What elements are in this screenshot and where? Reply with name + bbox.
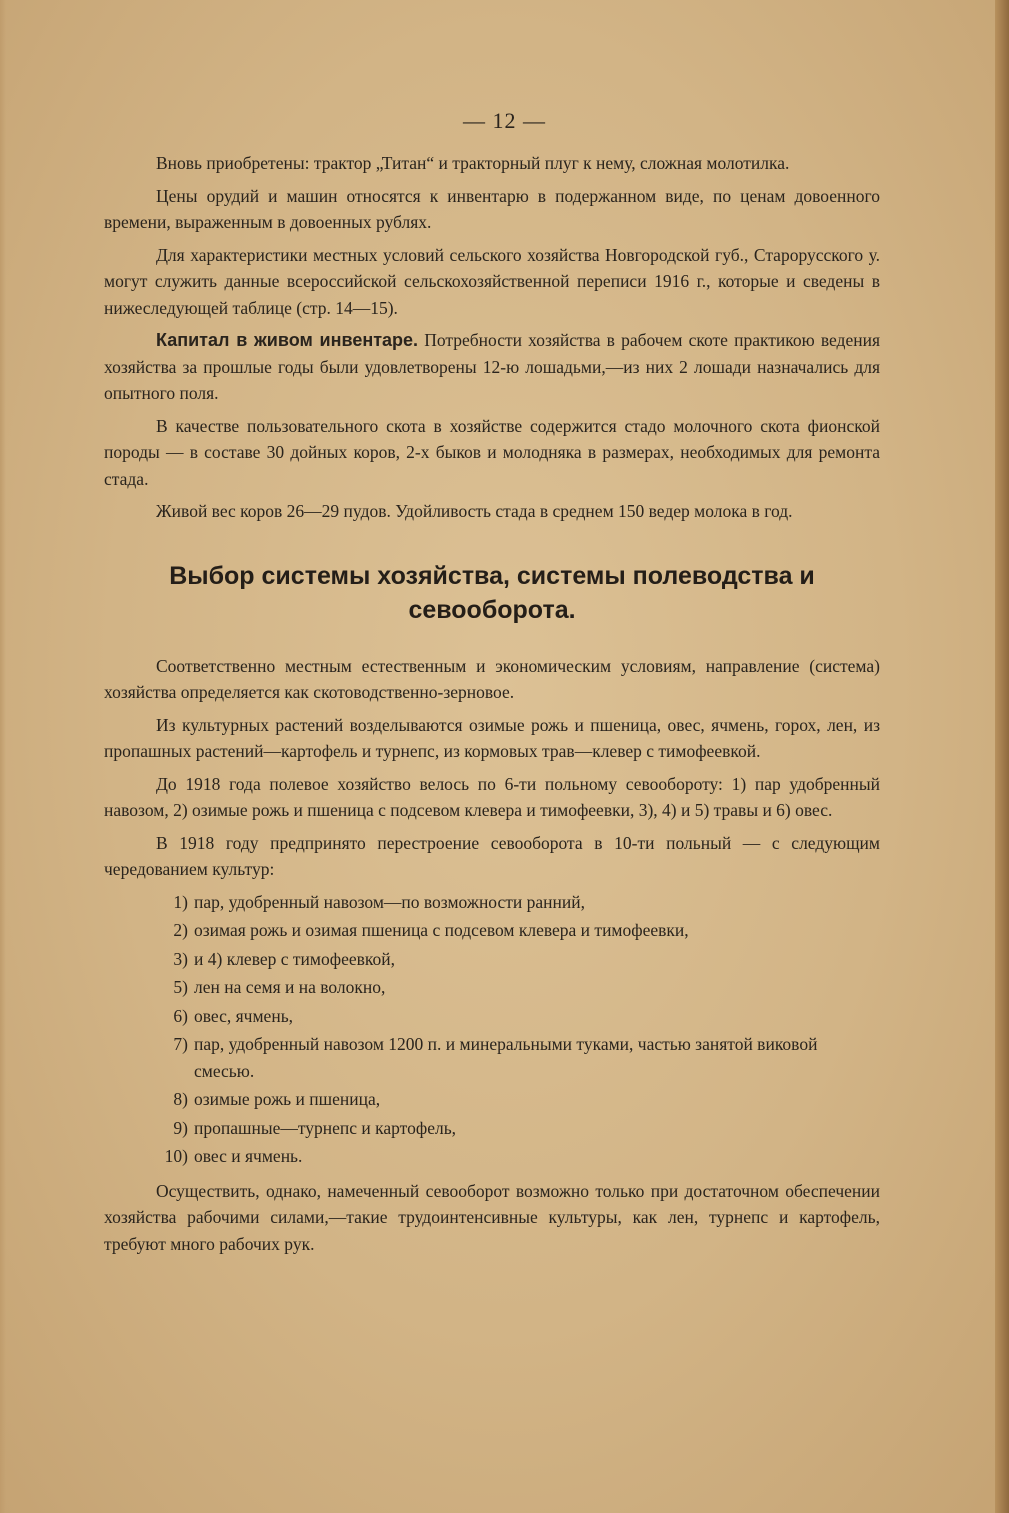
page-edge [995,0,1009,1513]
list-item-number: 7) [173,1034,188,1054]
livestock-lead: Капитал в живом инвентаре. [156,330,419,350]
list-item [104,1003,880,1030]
paragraph: Осуществить, однако, намеченный севооборот возможно только при достаточном обеспечении хозяйства рабочими силами,—такие трудоинтенсивные культуры, как лен, турнепс и картофель, требуют много рабочих рук. [104,1180,880,1254]
page-content [104,150,880,1263]
list-item-number: 6) [173,1005,188,1026]
paragraph: До 1918 года полевое хозяйство велось по 6-ти польному севообороту: 1) пар удобренный навозом, 2) озимые рожь и пшеница с подсевом клевера и тимофеевки, 3), 4) и 5) травы и 6) овес. [104,773,880,820]
list-item-number: 9) [173,1117,188,1138]
list-item [104,1143,880,1170]
list-item [104,1115,880,1142]
list-item [104,917,880,944]
rotation-list [104,889,880,1170]
page-number: — 12 — [463,108,546,133]
list-item [104,946,880,973]
livestock-text: Потребности хозяйства в рабочем скоте практикою ведения хозяйства за прошлые годы были удовлетворены 12-ю лошадьми,—из них 2 лошади назначались для опытного поля. [104,330,880,403]
list-item-text: озимая рожь и озимая пшеница с подсевом клевера и тимофеевки, [194,920,689,940]
list-item [104,1031,880,1084]
list-item-text: лен на семя и на волокно, [194,977,386,997]
list-item-number: 10) [164,1146,188,1166]
paragraph: Соответственно местным естественным и экономическим условиям, направление (система) хозяйства определяется как скотоводственно-зерновое. [104,655,880,702]
paragraph: Цены орудий и машин относятся к инвентарю в подержанном виде, по ценам довоенного времени, выраженным в довоенных рублях. [104,185,880,232]
paragraph-livestock [104,327,880,407]
list-item-text: и 4) клевер с тимофеевкой, [194,948,395,969]
list-item-number: 3) [173,948,188,969]
list-item-text: пар, удобренный навозом—по возможности ранний, [194,891,585,912]
list-item-number: 1) [173,891,188,912]
list-item-number: 2) [173,920,188,940]
paragraph: Из культурных растений возделываются озимые рожь и пшеница, овес, ячмень, горох, лен, из пропашных растений—картофель и турнепс, из кормовых трав—клевер с тимофеевкой. [104,714,880,761]
list-item-text: озимые рожь и пшеница, [194,1089,381,1109]
list-item [104,1086,880,1113]
list-item-number: 8) [173,1089,188,1109]
section-heading: Выбор системы хозяйства, системы полеводства и севооборота. [169,561,815,624]
page-fold-shadow [0,0,6,1513]
paragraph: Для характеристики местных условий сельского хозяйства Новгородской губ., Старорусского у. могут служить данные всероссийской сельскохозяйственной переписи 1916 г., которые и сведены в нижеследующей таблице (стр. 14—15). [104,244,880,318]
list-item [104,974,880,1001]
paragraph: Живой вес коров 26—29 пудов. Удойливость стада в среднем 150 ведер молока в год. [156,501,793,521]
paragraph: В 1918 году предпринято перестроение севооборота в 10-ти польный — с следующим чередованием культур: [104,832,880,879]
list-item-number: 5) [173,977,188,997]
list-item [104,889,880,916]
paragraph: В качестве пользовательного скота в хозяйстве содержится стадо молочного скота фионской породы — в составе 30 дойных коров, 2-х быков и молодняка в размерах, необходимых для ремонта стада. [104,415,880,489]
list-item-text: овес и ячмень. [194,1146,303,1166]
list-item-text: овес, ячмень, [194,1005,294,1026]
paragraph: Вновь приобретены: трактор „Титан“ и тракторный плуг к нему, сложная молотилка. [156,153,790,173]
list-item-text: пар, удобренный навозом 1200 п. и минеральными туками, частью занятой виковой смесью. [194,1034,818,1081]
list-item-text: пропашные—турнепс и картофель, [194,1117,457,1138]
